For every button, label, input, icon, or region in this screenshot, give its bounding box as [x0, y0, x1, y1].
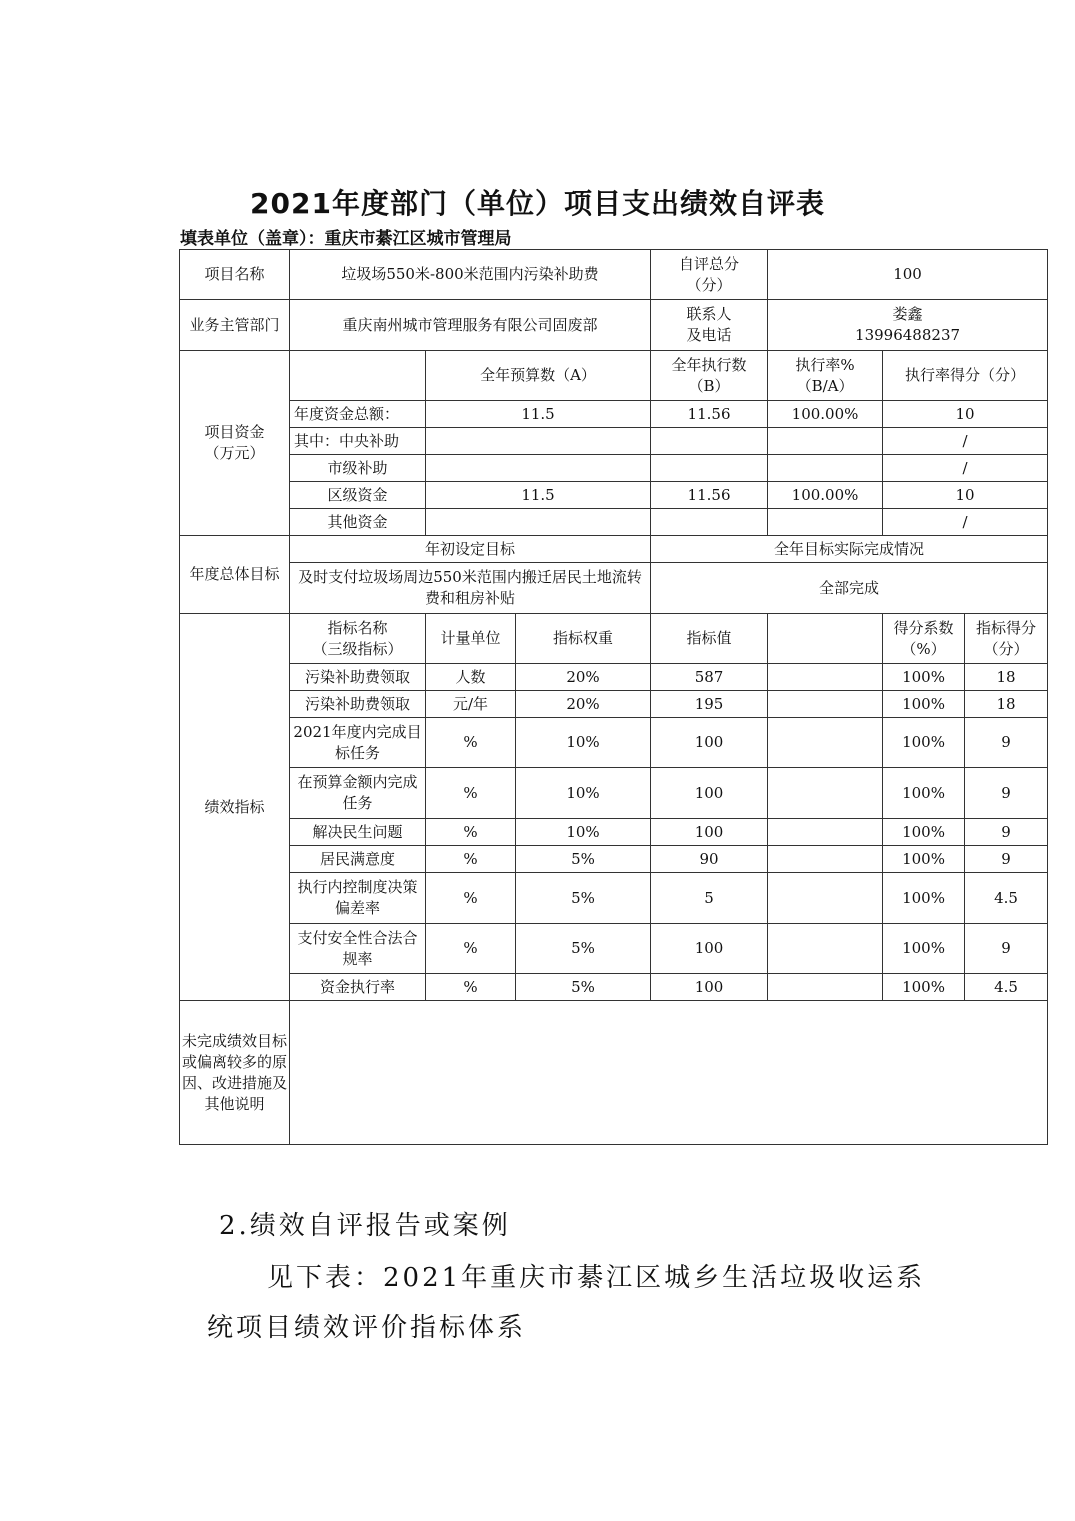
ind-col-score: 指标得分 （分）	[965, 614, 1048, 664]
ind-weight: 10%	[516, 718, 651, 768]
ind-weight: 5%	[516, 873, 651, 924]
funds-row-rate	[768, 509, 883, 536]
ind-weight: 10%	[516, 819, 651, 846]
ind-weight: 5%	[516, 974, 651, 1001]
ind-name: 在预算金额内完成任务	[290, 768, 426, 819]
ind-col-value: 指标值	[651, 614, 768, 664]
ind-weight: 20%	[516, 691, 651, 718]
ind-unit: %	[426, 974, 516, 1001]
funds-header-row	[180, 351, 1048, 401]
ind-col-coef: 得分系数 （%）	[883, 614, 965, 664]
ind-blank	[768, 768, 883, 819]
funds-row-budget: 11.5	[426, 482, 651, 509]
goals-planned-header: 年初设定目标	[290, 536, 651, 563]
dept-row	[180, 300, 1048, 351]
ind-value: 100	[651, 718, 768, 768]
ind-blank	[768, 873, 883, 924]
ind-value: 587	[651, 664, 768, 691]
evaluation-table	[179, 249, 1048, 1145]
section2-line2: 统项目绩效评价指标体系	[207, 1313, 527, 1343]
section2-line1: 见下表：2021年重庆市綦江区城乡生活垃圾收运系	[267, 1263, 926, 1293]
funds-row-exec	[651, 509, 768, 536]
notes-label: 未完成绩效目标或偏离较多的原因、改进措施及其他说明	[180, 1001, 290, 1145]
ind-value: 195	[651, 691, 768, 718]
indicator-row	[180, 924, 1048, 974]
ind-coef: 100%	[883, 718, 965, 768]
funds-row-name: 其中：中央补助	[290, 428, 426, 455]
ind-score: 9	[965, 768, 1048, 819]
ind-unit: %	[426, 819, 516, 846]
goals-actual-header: 全年目标实际完成情况	[651, 536, 1048, 563]
ind-score: 18	[965, 664, 1048, 691]
funds-row	[180, 401, 1048, 428]
funds-row	[180, 509, 1048, 536]
ind-unit: %	[426, 873, 516, 924]
ind-name: 污染补助费领取	[290, 664, 426, 691]
ind-blank	[768, 691, 883, 718]
ind-coef: 100%	[883, 924, 965, 974]
ind-blank	[768, 718, 883, 768]
ind-unit: 人数	[426, 664, 516, 691]
ind-blank	[768, 664, 883, 691]
ind-weight: 10%	[516, 768, 651, 819]
goals-header-row	[180, 536, 1048, 563]
funds-row-exec: 11.56	[651, 482, 768, 509]
self-score-value: 100	[768, 250, 1048, 300]
ind-blank	[768, 846, 883, 873]
funds-row-score: 10	[883, 482, 1048, 509]
funds-blank-cell	[290, 351, 426, 401]
funds-row-budget	[426, 509, 651, 536]
funds-row-budget: 11.5	[426, 401, 651, 428]
indicator-row	[180, 718, 1048, 768]
funds-row-score: /	[883, 455, 1048, 482]
funds-row	[180, 428, 1048, 455]
ind-name: 资金执行率	[290, 974, 426, 1001]
ind-blank	[768, 819, 883, 846]
ind-coef: 100%	[883, 691, 965, 718]
funds-col-score: 执行率得分（分）	[883, 351, 1048, 401]
funds-row-exec	[651, 428, 768, 455]
ind-col-name: 指标名称 （三级指标）	[290, 614, 426, 664]
funds-row-budget	[426, 428, 651, 455]
notes-content	[290, 1001, 1048, 1145]
ind-unit: %	[426, 846, 516, 873]
funds-row-rate: 100.00%	[768, 401, 883, 428]
ind-col-unit: 计量单位	[426, 614, 516, 664]
filler-unit: 填表单位（盖章）：重庆市綦江区城市管理局	[180, 229, 512, 249]
funds-row-name: 年度资金总额：	[290, 401, 426, 428]
indicator-row	[180, 873, 1048, 924]
ind-value: 100	[651, 974, 768, 1001]
funds-label: 项目资金 （万元）	[180, 351, 290, 536]
ind-name: 居民满意度	[290, 846, 426, 873]
funds-row-score: /	[883, 509, 1048, 536]
ind-blank	[768, 924, 883, 974]
notes-row	[180, 1001, 1048, 1145]
funds-row-exec	[651, 455, 768, 482]
funds-row-score: /	[883, 428, 1048, 455]
section2-heading: 2.绩效自评报告或案例	[219, 1211, 511, 1241]
ind-col-blank	[768, 614, 883, 664]
ind-coef: 100%	[883, 846, 965, 873]
ind-unit: %	[426, 718, 516, 768]
goals-actual: 全部完成	[651, 563, 1048, 614]
indicators-header-row	[180, 614, 1048, 664]
goals-label: 年度总体目标	[180, 536, 290, 614]
ind-coef: 100%	[883, 974, 965, 1001]
funds-row-rate	[768, 455, 883, 482]
goals-planned: 及时支付垃圾场周边550米范围内搬迁居民土地流转费和租房补贴	[290, 563, 651, 614]
indicator-row	[180, 819, 1048, 846]
ind-weight: 5%	[516, 924, 651, 974]
ind-unit: %	[426, 924, 516, 974]
funds-row-score: 10	[883, 401, 1048, 428]
funds-row-exec: 11.56	[651, 401, 768, 428]
project-name-label: 项目名称	[180, 250, 290, 300]
funds-row-name: 其他资金	[290, 509, 426, 536]
funds-row-rate	[768, 428, 883, 455]
funds-row-name: 区级资金	[290, 482, 426, 509]
ind-coef: 100%	[883, 768, 965, 819]
funds-col-rate: 执行率% （B/A）	[768, 351, 883, 401]
ind-score: 9	[965, 819, 1048, 846]
funds-row	[180, 482, 1048, 509]
indicator-row	[180, 768, 1048, 819]
dept-value: 重庆南州城市管理服务有限公司固废部	[290, 300, 651, 351]
ind-value: 90	[651, 846, 768, 873]
goals-content-row	[180, 563, 1048, 614]
contact-label: 联系人 及电话	[651, 300, 768, 351]
funds-row	[180, 455, 1048, 482]
contact-value: 娄鑫 13996488237	[768, 300, 1048, 351]
ind-score: 4.5	[965, 873, 1048, 924]
ind-score: 18	[965, 691, 1048, 718]
project-name-row	[180, 250, 1048, 300]
ind-coef: 100%	[883, 819, 965, 846]
ind-name: 支付安全性合法合规率	[290, 924, 426, 974]
ind-score: 9	[965, 846, 1048, 873]
ind-score: 9	[965, 718, 1048, 768]
funds-col-budget: 全年预算数（A）	[426, 351, 651, 401]
ind-value: 100	[651, 924, 768, 974]
funds-row-name: 市级补助	[290, 455, 426, 482]
ind-name: 2021年度内完成目标任务	[290, 718, 426, 768]
ind-col-weight: 指标权重	[516, 614, 651, 664]
ind-name: 污染补助费领取	[290, 691, 426, 718]
indicators-label: 绩效指标	[180, 614, 290, 1001]
funds-row-rate: 100.00%	[768, 482, 883, 509]
page-title: 2021年度部门（单位）项目支出绩效自评表	[250, 187, 825, 220]
dept-label: 业务主管部门	[180, 300, 290, 351]
indicator-row	[180, 664, 1048, 691]
ind-name: 解决民生问题	[290, 819, 426, 846]
ind-score: 9	[965, 924, 1048, 974]
self-score-label: 自评总分 （分）	[651, 250, 768, 300]
ind-value: 5	[651, 873, 768, 924]
ind-coef: 100%	[883, 664, 965, 691]
ind-weight: 20%	[516, 664, 651, 691]
ind-unit: 元/年	[426, 691, 516, 718]
ind-value: 100	[651, 819, 768, 846]
ind-score: 4.5	[965, 974, 1048, 1001]
ind-value: 100	[651, 768, 768, 819]
indicator-row	[180, 846, 1048, 873]
ind-blank	[768, 974, 883, 1001]
funds-col-exec: 全年执行数 （B）	[651, 351, 768, 401]
indicator-row	[180, 974, 1048, 1001]
ind-coef: 100%	[883, 873, 965, 924]
ind-name: 执行内控制度决策偏差率	[290, 873, 426, 924]
funds-row-budget	[426, 455, 651, 482]
indicator-row	[180, 691, 1048, 718]
project-name-value: 垃圾场550米-800米范围内污染补助费	[290, 250, 651, 300]
ind-weight: 5%	[516, 846, 651, 873]
ind-unit: %	[426, 768, 516, 819]
